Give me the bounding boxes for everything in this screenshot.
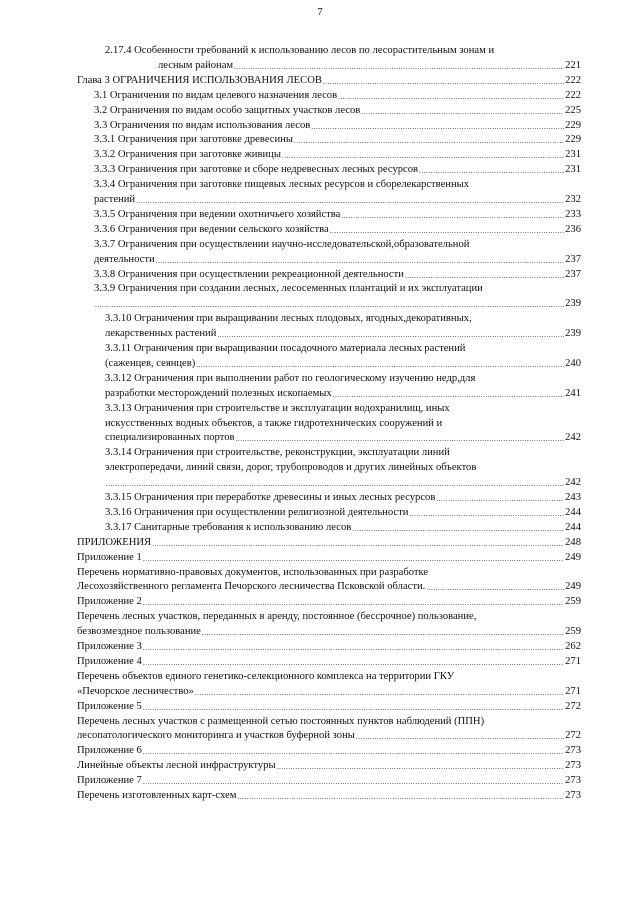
dot-leader — [196, 360, 564, 371]
toc-page-number: 272 — [565, 730, 581, 742]
dot-leader — [282, 151, 564, 162]
dot-leader — [352, 524, 564, 535]
toc-entry-title: 3.3 Ограничения по видам использования лесов — [94, 119, 311, 131]
toc-page-number: 273 — [565, 745, 581, 757]
toc-entry — [77, 625, 581, 639]
toc-entry — [77, 774, 581, 788]
toc-entry — [77, 536, 581, 550]
toc-page-number: 229 — [565, 134, 581, 146]
toc-entry-title: 3.3.8 Ограничения при осуществлении рекреационной деятельности — [94, 268, 404, 280]
toc-page-number: 240 — [565, 357, 581, 369]
toc-entry — [105, 491, 581, 505]
toc-page-number: 242 — [565, 432, 581, 444]
toc-page-number: 248 — [565, 536, 581, 548]
toc-entry — [94, 89, 581, 103]
toc-entry — [105, 506, 581, 520]
dot-leader — [202, 628, 564, 639]
dot-leader — [143, 643, 564, 654]
toc-page-number: 231 — [565, 164, 581, 176]
dot-leader — [143, 554, 564, 565]
toc-entry-line: 3.3.4 Ограничения при заготовке пищевых лесных ресурсов и сборелекарственных — [94, 179, 470, 191]
toc-page-number: 239 — [565, 298, 581, 310]
toc-entry — [94, 119, 581, 133]
toc-entry-title: Приложение 5 — [77, 700, 142, 712]
toc-entry-title: 3.2 Ограничения по видам особо защитных участков лесов — [94, 104, 361, 116]
toc-page-number: 229 — [565, 119, 581, 131]
toc-entry-title: специализированных портов — [105, 432, 235, 444]
toc-page-number: 262 — [565, 641, 581, 652]
toc-entry-line: 3.3.10 Ограничения при выращивании лесных плодовых, ягодных,декоративных, — [105, 313, 472, 325]
toc-entry-title: 3.3.5 Ограничения при ведении охотничьего хозяйства — [94, 208, 341, 220]
toc-entry — [105, 357, 581, 371]
toc-entry-title: Приложение 4 — [77, 655, 142, 667]
toc-entry — [77, 744, 581, 758]
dot-leader — [361, 107, 564, 118]
toc-entry-title: 3.3.16 Ограничения при осуществлении религиозной деятельности — [105, 506, 409, 518]
toc-page-number: 244 — [565, 506, 581, 518]
toc-entry-title: лесопатологического мониторинга и участков буферной зоны — [77, 730, 355, 742]
toc-entry-line: электропередачи, линий связи, дорог, трубопроводов и других линейных объектов — [105, 462, 477, 474]
toc-entry-title: деятельности — [94, 253, 155, 265]
toc-entry-line: 3.3.11 Ограничения при выращивании посадочного материала лесных растений — [105, 343, 466, 354]
toc-entry-title: Приложение 3 — [77, 641, 142, 652]
toc-page-number: 237 — [565, 253, 581, 265]
toc-entry-title: лесным районам — [158, 59, 234, 71]
toc-entry-title: Перечень изготовленных карт-схем — [77, 790, 237, 801]
dot-leader — [333, 390, 564, 401]
dot-leader — [277, 762, 565, 773]
toc-entry — [105, 387, 581, 401]
toc-page-number: 239 — [565, 328, 581, 340]
toc-entry-line: Перечень объектов единого генетико-селекционного комплекса на территории ГКУ — [77, 670, 455, 682]
toc-entry-title: Приложение 2 — [77, 596, 142, 608]
toc-entry-title: Линейные объекты лесной инфраструктуры — [77, 760, 276, 772]
toc-entry — [77, 789, 581, 803]
dot-leader — [234, 62, 564, 73]
toc-entry-title: 3.3.6 Ограничения при ведении сельского хозяйства — [94, 223, 329, 235]
dot-leader — [330, 226, 564, 237]
toc-entry-line: искусственных водных объектов, а также гидротехнических сооружений и — [105, 417, 443, 429]
toc-entry — [105, 327, 581, 341]
dot-leader — [341, 211, 564, 222]
toc-page-number: 259 — [565, 626, 581, 638]
dot-leader — [323, 77, 564, 88]
toc-entry — [94, 133, 581, 147]
toc-entry — [77, 685, 581, 699]
toc-page-number: 233 — [565, 208, 581, 220]
dot-leader — [143, 703, 564, 714]
toc-entry — [77, 640, 581, 654]
dot-leader — [236, 434, 565, 445]
toc-page-number: 271 — [565, 685, 581, 697]
dot-leader — [106, 479, 564, 490]
toc-page-number: 222 — [565, 89, 581, 101]
dot-leader — [426, 583, 564, 594]
toc-entry-title: Лесохозяйственного регламента Печорского лесничества Псковской области. — [77, 581, 426, 593]
toc-entry — [94, 223, 581, 237]
toc-page-number: 221 — [565, 59, 581, 71]
toc-entry-title: (саженцев, сеянцев) — [105, 357, 196, 369]
toc-entry-title: 3.1 Ограничения по видам целевого назначения лесов — [94, 89, 338, 101]
toc-entry-line: 3.3.7 Ограничения при осуществлении научно-исследовательской,образовательной — [94, 238, 470, 250]
toc-entry-title: разработки месторождений полезных ископаемых — [105, 387, 332, 399]
toc-entry — [77, 551, 581, 565]
toc-entry-title: лекарственных растений — [105, 328, 217, 340]
dot-leader — [311, 122, 564, 133]
dot-leader — [237, 792, 564, 803]
toc-page-number: 259 — [565, 596, 581, 608]
toc-entry — [94, 268, 581, 282]
toc-entry — [77, 655, 581, 669]
toc-entry-title: 3.3.17 Санитарные требования к использованию лесов — [105, 521, 352, 533]
page-number: 7 — [317, 6, 323, 18]
dot-leader — [356, 732, 564, 743]
dot-leader — [195, 688, 564, 699]
toc-entry — [77, 700, 581, 714]
toc-page-number: 236 — [565, 223, 581, 235]
toc-entry-title: 3.3.1 Ограничения при заготовке древесины — [94, 134, 293, 146]
toc-entry-title: 3.3.2 Ограничения при заготовке живицы — [94, 149, 281, 161]
dot-leader — [95, 300, 564, 311]
toc-entry-title: безвозмездное пользование — [77, 626, 201, 638]
toc-page-number: 273 — [565, 790, 581, 801]
dot-leader — [338, 92, 564, 103]
toc-page-number: 271 — [565, 655, 581, 667]
dot-leader — [143, 777, 564, 788]
toc-entry — [77, 729, 581, 743]
dot-leader — [143, 747, 564, 758]
toc-entry-title: ПРИЛОЖЕНИЯ — [77, 536, 152, 548]
toc-entry-line: 3.3.9 Ограничения при создании лесных, лесосеменных плантаций и их эксплуатации — [94, 283, 483, 295]
toc-entry-line: 3.3.14 Ограничения при строительстве, реконструкции, эксплуатации линий — [105, 447, 450, 459]
dot-leader — [152, 539, 564, 550]
toc-entry-line: 3.3.12 Ограничения при выполнении работ по геологическому изучению недр,для — [105, 372, 476, 384]
toc-page-number: 244 — [565, 521, 581, 533]
toc-entry-line: Перечень лесных участков с размещенной сетью постоянных пунктов наблюдений (ППН) — [77, 715, 485, 727]
toc-page-number: 249 — [565, 551, 581, 563]
toc-entry-title: растений — [94, 194, 136, 205]
toc-entry — [94, 253, 581, 267]
toc-page-number: 225 — [565, 104, 581, 116]
dot-leader — [143, 658, 564, 669]
toc-entry-line: Перечень лесных участков, переданных в аренду, постоянное (бессрочное) пользование, — [77, 611, 477, 623]
toc-entry — [77, 74, 581, 88]
toc-entry — [94, 193, 581, 207]
toc-page-number: 273 — [565, 760, 581, 772]
toc-entry — [105, 476, 581, 490]
dot-leader — [136, 196, 564, 207]
toc-entry — [77, 580, 581, 594]
toc-entry — [94, 104, 581, 118]
toc-entry — [105, 431, 581, 445]
toc-page-number: 272 — [565, 700, 581, 712]
toc-entry-line: 3.3.13 Ограничения при строительстве и эксплуатации водохранилищ, иных — [105, 402, 450, 414]
toc-entry — [94, 163, 581, 177]
toc-entry-line: 2.17.4 Особенности требований к использованию лесов по лесорастительным зонам и — [105, 45, 495, 56]
toc-entry-title: Приложение 6 — [77, 745, 142, 757]
dot-leader — [405, 271, 564, 282]
toc-page-number: 222 — [565, 74, 581, 86]
toc-page-number: 242 — [565, 477, 581, 489]
toc-entry-title: Приложение 1 — [77, 551, 142, 563]
dot-leader — [156, 256, 564, 267]
toc-entry-title: 3.3.3 Ограничения при заготовке и сборе недревесных лесных ресурсов — [94, 164, 419, 176]
toc-page-number: 243 — [565, 492, 581, 503]
dot-leader — [294, 136, 564, 147]
toc-page-number: 249 — [565, 581, 581, 593]
toc-entry — [77, 595, 581, 609]
toc-entry — [105, 521, 581, 535]
toc-page-number: 273 — [565, 775, 581, 787]
toc-entry-title: Приложение 7 — [77, 775, 142, 787]
dot-leader — [436, 494, 564, 505]
toc-entry-title: 3.3.15 Ограничения при переработке древесины и иных лесных ресурсов — [105, 492, 436, 503]
toc-page-number: 241 — [565, 387, 581, 399]
toc-entry-line: Перечень нормативно-правовых документов, использованных при разработке — [77, 566, 429, 578]
toc-entry — [77, 759, 581, 773]
toc-entry — [94, 148, 581, 162]
dot-leader — [419, 166, 564, 177]
toc-entry-title: «Печорское лесничество» — [77, 685, 194, 697]
toc-page-number: 231 — [565, 149, 581, 161]
toc-entry — [94, 297, 581, 311]
toc-entry — [94, 208, 581, 222]
dot-leader — [143, 598, 564, 609]
toc-page-number: 232 — [565, 194, 581, 205]
toc-page-number: 237 — [565, 268, 581, 280]
dot-leader — [217, 330, 564, 341]
dot-leader — [409, 509, 564, 520]
toc-entry — [158, 59, 581, 73]
toc-entry-title: Глава 3 ОГРАНИЧЕНИЯ ИСПОЛЬЗОВАНИЯ ЛЕСОВ — [77, 74, 322, 86]
